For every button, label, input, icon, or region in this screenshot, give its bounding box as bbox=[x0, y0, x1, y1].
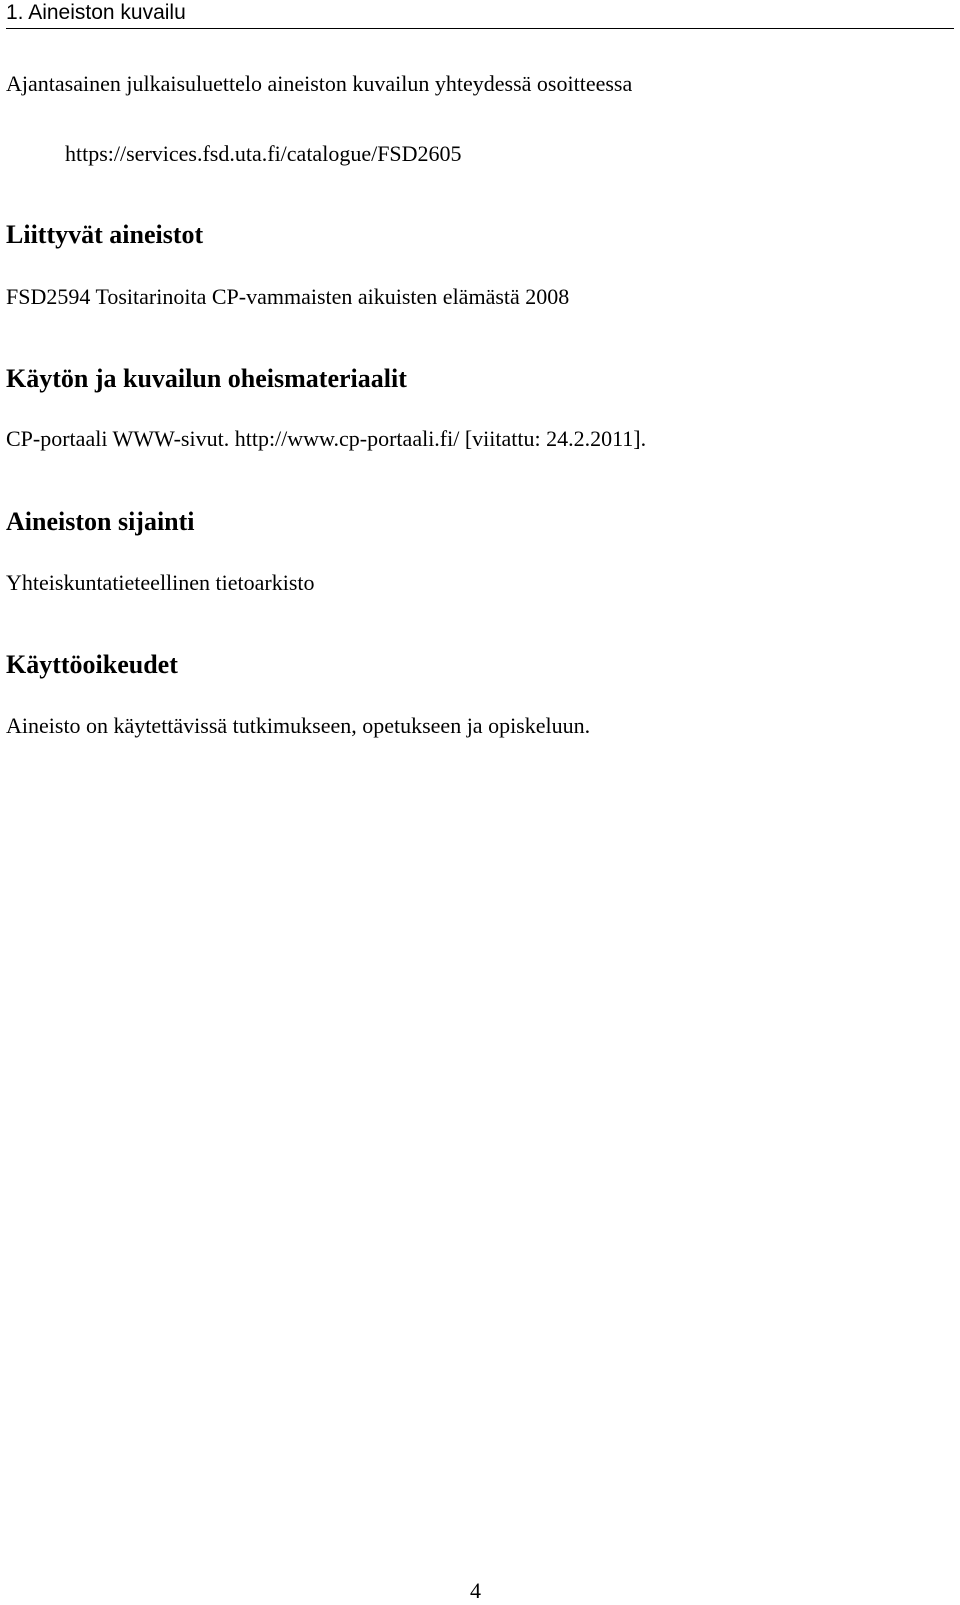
page-number: 4 bbox=[470, 1578, 481, 1603]
catalogue-intro: Ajantasainen julkaisuluettelo aineiston kuvailun yhteydessä osoitteessa bbox=[6, 71, 633, 96]
usage-rights-text: Aineisto on käytettävissä tutkimukseen, opetukseen ja opiskeluun. bbox=[6, 713, 591, 738]
header-rule bbox=[6, 28, 954, 29]
catalogue-url[interactable]: https://services.fsd.uta.fi/catalogue/FSD2605 bbox=[65, 141, 462, 166]
related-dataset-entry: FSD2594 Tositarinoita CP-vammaisten aikuisten elämästä 2008 bbox=[6, 284, 570, 309]
supplementary-materials-heading: Käytön ja kuvailun oheismateriaalit bbox=[6, 364, 407, 393]
usage-rights-heading: Käyttöoikeudet bbox=[6, 650, 178, 679]
related-datasets-heading: Liittyvät aineistot bbox=[6, 220, 204, 249]
supplementary-material-entry: CP-portaali WWW-sivut. http://www.cp-portaali.fi/ [viitattu: 24.2.2011]. bbox=[6, 426, 647, 451]
running-head: 1. Aineiston kuvailu bbox=[6, 1, 186, 24]
location-heading: Aineiston sijainti bbox=[6, 507, 195, 536]
location-text: Yhteiskuntatieteellinen tietoarkisto bbox=[6, 570, 315, 595]
